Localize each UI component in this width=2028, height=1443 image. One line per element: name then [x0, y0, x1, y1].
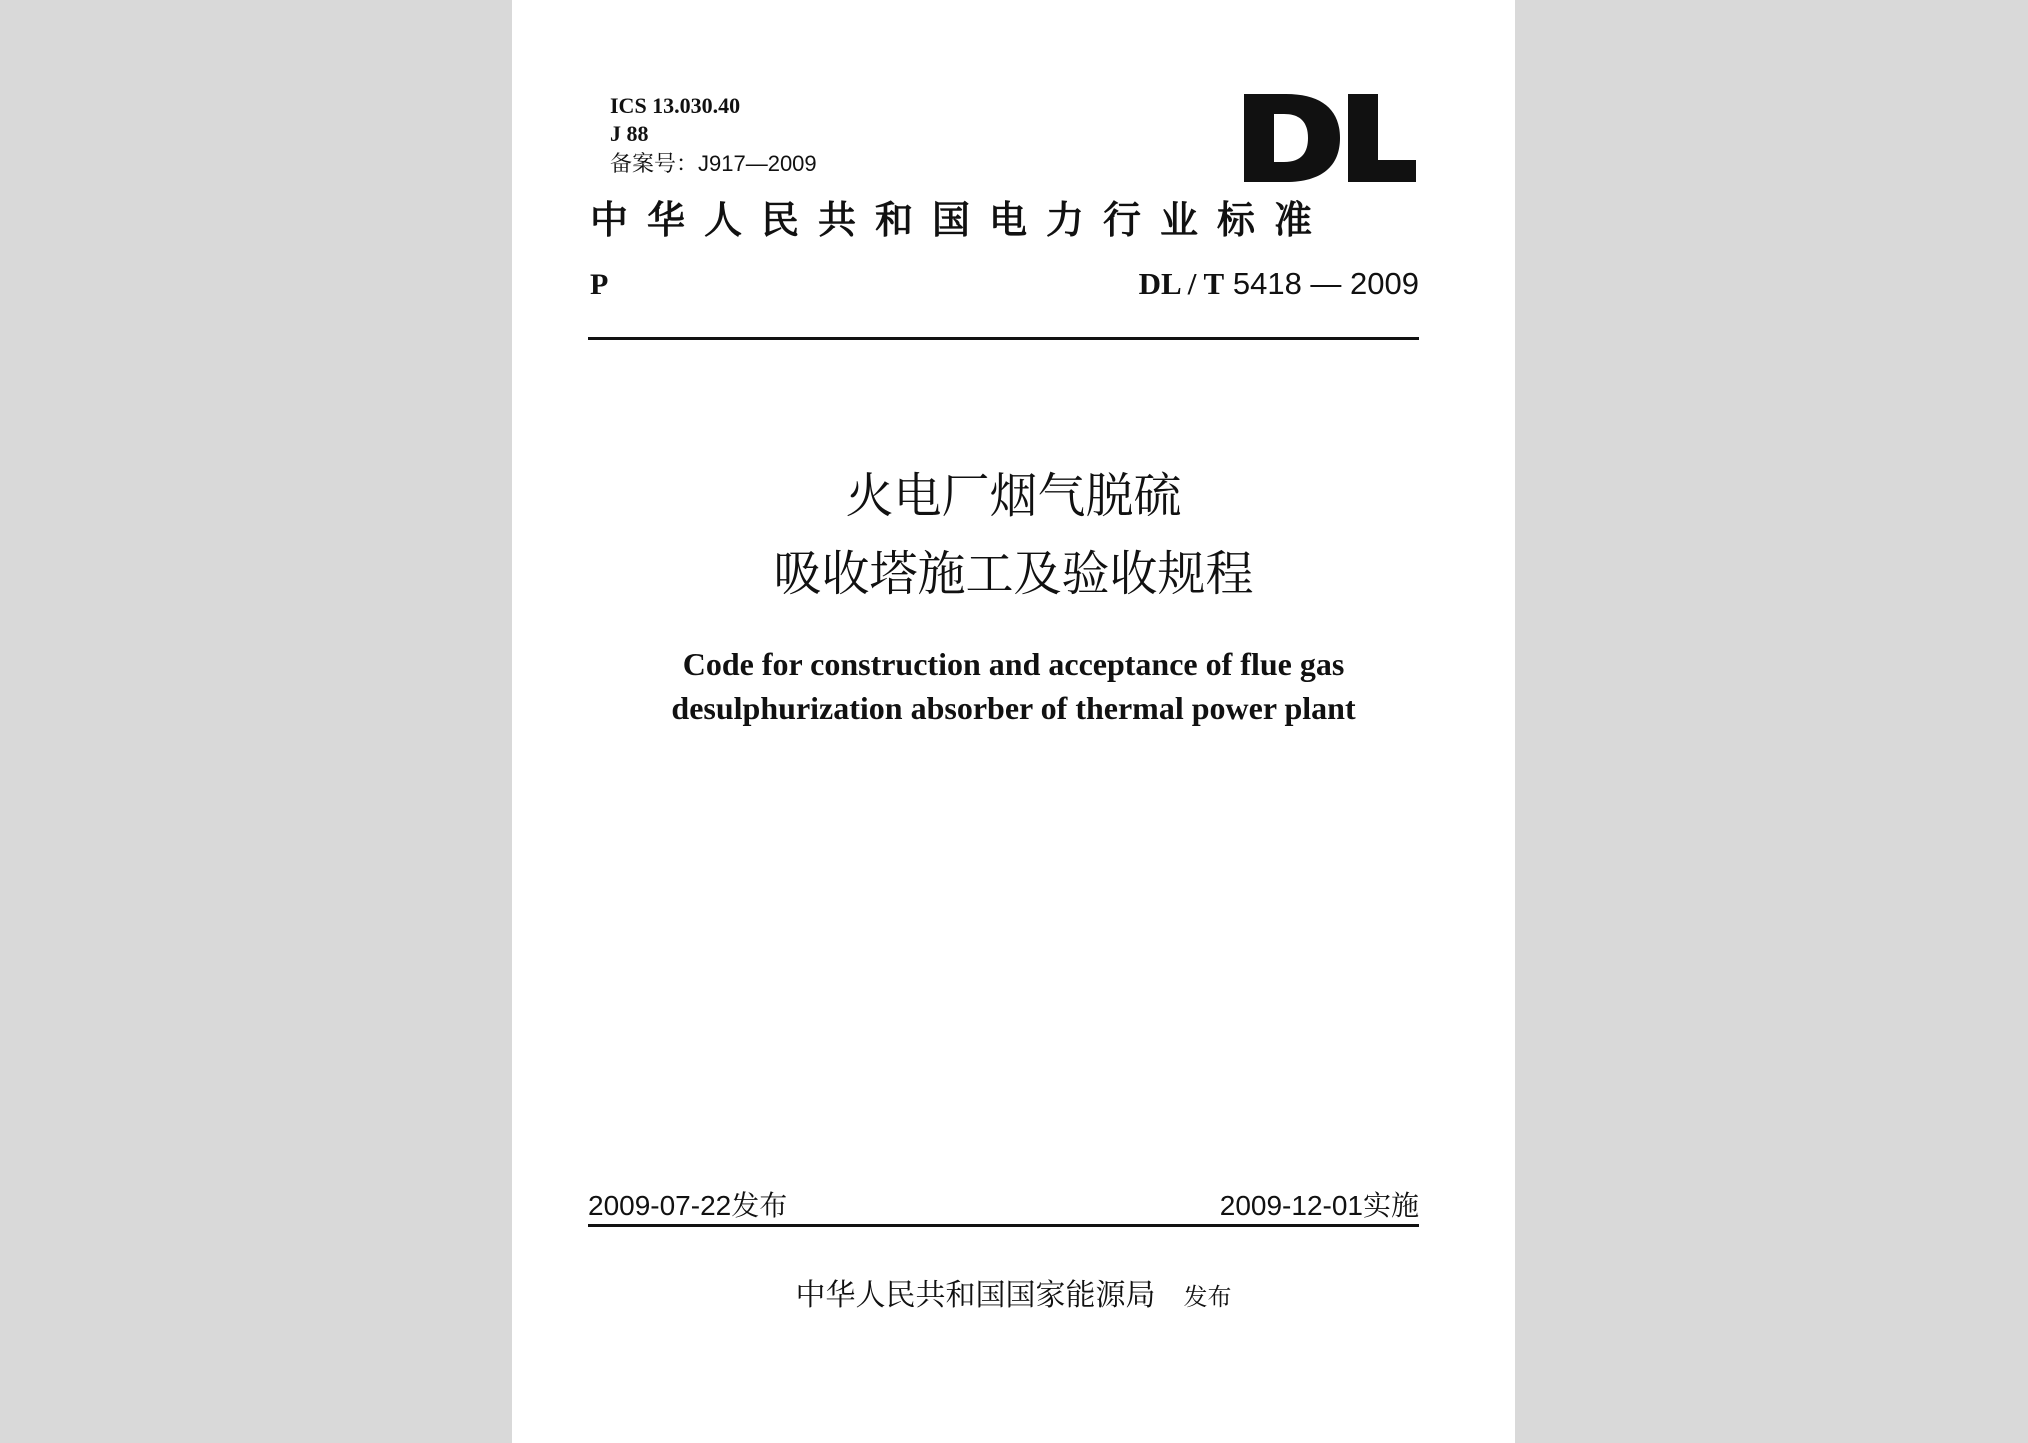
publish-date: 2009-07-22发布: [588, 1190, 788, 1221]
issuer-name: 中华人民共和国国家能源局: [795, 1279, 1156, 1312]
footer-rule: [588, 1224, 1419, 1227]
issuer-action: 发布: [1183, 1284, 1232, 1311]
ics-code: [610, 92, 740, 120]
standard-code: DL / T: [1138, 266, 1225, 301]
standard-code-number: 5418 — 2009: [1232, 266, 1419, 301]
effective-date: 2009-12-01实施: [1219, 1190, 1419, 1221]
classification-prefix: P: [590, 268, 609, 301]
english-title-line-1: Code for construction and acceptance of flue gas: [682, 646, 1345, 682]
chinese-title-line-2: 吸收塔施工及验收规程: [773, 546, 1254, 602]
j-code: J 88: [610, 121, 649, 146]
dl-logo: [1244, 88, 1416, 184]
english-title-line-2: desulphurization absorber of thermal power plant: [671, 690, 1356, 726]
chinese-title-line-1: 火电厂烟气脱硫: [845, 468, 1182, 524]
ics-code-text: ICS 13.030.40: [610, 93, 741, 118]
header-rule: [588, 337, 1419, 340]
standard-number: [1139, 266, 1419, 302]
issuing-authority: [512, 1270, 1515, 1314]
standard-category-title: 中华人民共和国电力行业标准: [590, 198, 1332, 242]
record-number: 备案号：J917—2009: [610, 151, 817, 176]
document-page: [512, 0, 1515, 1443]
